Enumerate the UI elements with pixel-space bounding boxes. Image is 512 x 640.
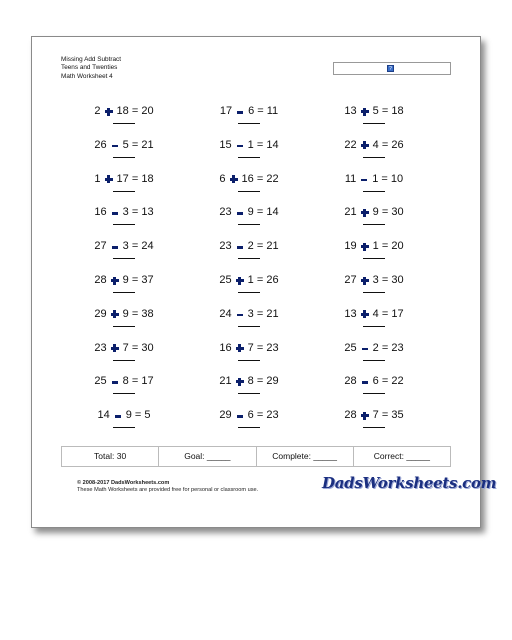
problem-expression — [319, 239, 429, 253]
minus-icon — [235, 205, 245, 219]
plus-icon — [360, 273, 370, 287]
problem-expression — [194, 205, 304, 219]
operand-b: 9 — [125, 409, 132, 422]
problem-expression — [69, 239, 179, 253]
problem-item — [69, 172, 179, 202]
plus-icon — [360, 307, 370, 321]
equals-sign: = — [378, 172, 391, 185]
plus-icon — [110, 341, 120, 355]
operand-b: 9 — [247, 206, 254, 219]
answer-blank[interactable] — [238, 123, 260, 124]
operand-a: 14 — [97, 409, 110, 422]
problem-expression — [319, 172, 429, 186]
problem-item — [319, 408, 429, 438]
result: 26 — [391, 138, 404, 151]
operand-a: 23 — [219, 206, 232, 219]
operand-a: 25 — [344, 341, 357, 354]
plus-icon — [360, 408, 370, 422]
result: 21 — [266, 240, 279, 253]
score-table — [61, 446, 451, 467]
operand-b: 9 — [372, 206, 379, 219]
result: 24 — [141, 240, 154, 253]
operand-a: 23 — [219, 240, 232, 253]
header-subtitle: Teens and Twenties — [61, 64, 118, 72]
problem-item — [319, 138, 429, 168]
copyright-notice — [77, 480, 258, 494]
result: 14 — [266, 138, 279, 151]
problem-item — [69, 104, 179, 134]
equals-sign: = — [128, 138, 142, 151]
problem-item — [194, 408, 304, 438]
problem-item — [69, 341, 179, 371]
equals-sign: = — [128, 307, 142, 320]
operand-b: 5 — [122, 138, 129, 151]
correct-cell: Correct: _____ — [373, 451, 430, 461]
qr-code-icon: ? — [387, 65, 394, 72]
equals-sign: = — [378, 307, 392, 320]
result: 37 — [141, 274, 154, 286]
result: 18 — [391, 105, 404, 117]
answer-blank[interactable] — [363, 123, 385, 124]
minus-icon — [113, 408, 123, 422]
answer-blank[interactable] — [113, 258, 135, 259]
equals-sign: = — [253, 172, 267, 185]
operand-b: 3 — [372, 274, 379, 286]
result: 22 — [391, 375, 404, 388]
minus-icon — [360, 374, 370, 388]
goal-cell: Goal: _____ — [159, 447, 256, 466]
operand-a: 27 — [94, 240, 107, 253]
usage-line: These Math Worksheets are provided free for personal or classroom use. — [77, 487, 259, 493]
result: 22 — [266, 172, 279, 185]
answer-blank[interactable] — [363, 258, 385, 259]
result: 26 — [266, 274, 279, 286]
equals-sign: = — [128, 341, 142, 354]
operand-a: 23 — [94, 341, 107, 354]
plus-icon — [110, 273, 120, 287]
problem-item — [194, 307, 304, 337]
answer-blank[interactable] — [113, 157, 135, 158]
plus-icon — [235, 374, 245, 388]
plus-icon — [360, 239, 370, 253]
plus-icon — [235, 273, 245, 287]
copyright-line: © 2008-2017 DadsWorksheets.com — [77, 480, 170, 486]
answer-blank[interactable] — [113, 427, 135, 428]
problem-item — [319, 307, 429, 337]
operand-a: 22 — [344, 138, 357, 151]
answer-blank[interactable] — [238, 393, 260, 394]
problem-expression — [69, 273, 179, 287]
operand-a: 15 — [219, 138, 232, 151]
equals-sign: = — [378, 375, 392, 388]
problem-item — [69, 307, 179, 337]
minus-icon — [235, 239, 245, 253]
operand-a: 17 — [219, 105, 233, 117]
dadsworksheets-logo: DadsWorksheets.com — [322, 474, 497, 492]
problem-item — [194, 172, 304, 202]
problem-expression — [194, 273, 304, 287]
problem-item — [194, 341, 304, 371]
problem-expression — [319, 104, 429, 118]
result: 14 — [266, 206, 279, 219]
problem-item — [194, 273, 304, 303]
operand-b: 17 — [116, 172, 129, 185]
problem-expression — [319, 307, 429, 321]
operand-b: 7 — [247, 341, 254, 354]
answer-blank[interactable] — [113, 326, 135, 327]
equals-sign: = — [253, 307, 267, 320]
problem-expression — [194, 341, 304, 355]
problem-expression — [194, 138, 304, 152]
operand-a: 13 — [344, 307, 357, 320]
problem-item — [69, 239, 179, 269]
problem-item — [319, 374, 429, 404]
answer-blank[interactable] — [113, 292, 135, 293]
result: 23 — [266, 409, 279, 422]
plus-icon — [360, 138, 370, 152]
answer-blank[interactable] — [113, 393, 135, 394]
result: 23 — [391, 341, 404, 354]
problem-item — [319, 341, 429, 371]
problem-expression — [319, 408, 429, 422]
result: 21 — [141, 138, 154, 151]
problem-item — [319, 273, 429, 303]
operand-a: 25 — [94, 375, 107, 388]
operand-b: 6 — [247, 409, 254, 422]
operand-a: 19 — [344, 240, 357, 253]
problem-expression — [194, 307, 304, 321]
equals-sign: = — [131, 409, 145, 422]
plus-icon — [235, 341, 245, 355]
operand-a: 29 — [94, 307, 107, 320]
problem-item — [194, 374, 304, 404]
answer-blank[interactable] — [363, 224, 385, 225]
problem-expression — [319, 205, 429, 219]
result: 18 — [141, 172, 154, 185]
problem-expression — [69, 341, 179, 355]
minus-icon — [235, 138, 245, 152]
equals-sign: = — [254, 105, 267, 117]
result: 5 — [144, 409, 151, 422]
operand-b: 18 — [116, 105, 129, 117]
problem-expression — [69, 104, 179, 118]
problem-item — [69, 205, 179, 235]
header-worksheet-number: Math Worksheet 4 — [61, 72, 113, 80]
problem-expression — [194, 104, 304, 118]
equals-sign: = — [253, 240, 267, 253]
problem-item — [69, 138, 179, 168]
answer-blank[interactable] — [238, 258, 260, 259]
problem-item — [69, 374, 179, 404]
minus-icon — [359, 172, 369, 186]
problem-expression — [69, 138, 179, 152]
plus-icon — [104, 104, 114, 118]
minus-icon — [235, 104, 245, 118]
operand-b: 9 — [122, 274, 129, 286]
problem-item — [69, 273, 179, 303]
problem-item — [194, 104, 304, 134]
equals-sign: = — [378, 138, 392, 151]
operand-b: 1 — [372, 172, 379, 185]
operand-a: 11 — [344, 172, 357, 185]
equals-sign: = — [378, 240, 392, 253]
equals-sign: = — [378, 206, 392, 219]
operand-b: 2 — [247, 240, 254, 253]
result: 29 — [266, 375, 279, 388]
problem-expression — [319, 273, 429, 287]
operand-b: 8 — [247, 375, 254, 388]
answer-blank[interactable] — [238, 427, 260, 428]
plus-icon — [360, 104, 370, 118]
total-cell: Total: 30 — [62, 447, 159, 466]
problem-expression — [319, 138, 429, 152]
problem-item — [194, 138, 304, 168]
operand-b: 4 — [372, 307, 379, 320]
result: 23 — [266, 341, 279, 354]
operand-b: 3 — [247, 307, 254, 320]
operand-b: 16 — [241, 172, 254, 185]
result: 13 — [141, 206, 154, 219]
operand-a: 16 — [94, 206, 107, 219]
minus-icon — [235, 408, 245, 422]
problem-grid — [32, 37, 480, 437]
answer-blank[interactable] — [113, 191, 135, 192]
operand-a: 29 — [219, 409, 232, 422]
plus-icon — [110, 307, 120, 321]
minus-icon — [110, 138, 120, 152]
equals-sign: = — [378, 409, 392, 422]
result: 20 — [141, 105, 154, 117]
equals-sign: = — [128, 206, 142, 219]
result: 17 — [141, 375, 154, 388]
problem-expression — [69, 172, 179, 186]
answer-blank[interactable] — [363, 360, 385, 361]
operand-a: 6 — [219, 172, 226, 185]
operand-a: 28 — [94, 274, 107, 286]
problem-item — [319, 172, 429, 202]
complete-cell: Complete: _____ — [257, 447, 354, 466]
operand-a: 16 — [219, 341, 232, 354]
operand-b: 6 — [372, 375, 379, 388]
operand-b: 8 — [122, 375, 129, 388]
equals-sign: = — [253, 206, 267, 219]
answer-blank[interactable] — [238, 326, 260, 327]
problem-item — [194, 239, 304, 269]
operand-b: 1 — [247, 274, 254, 286]
minus-icon — [110, 374, 120, 388]
result: 21 — [266, 307, 279, 320]
equals-sign: = — [253, 274, 267, 286]
equals-sign: = — [378, 341, 392, 354]
operand-a: 27 — [344, 274, 357, 286]
plus-icon — [104, 172, 114, 186]
equals-sign: = — [128, 172, 142, 185]
worksheet-page — [31, 36, 497, 528]
operand-a: 26 — [94, 138, 107, 151]
operand-b: 1 — [372, 240, 379, 253]
result: 17 — [391, 307, 404, 320]
answer-blank[interactable] — [113, 360, 135, 361]
operand-a: 1 — [94, 172, 101, 185]
answer-blank[interactable] — [363, 326, 385, 327]
minus-icon — [110, 239, 120, 253]
plus-icon — [360, 205, 370, 219]
problem-expression — [194, 239, 304, 253]
operand-a: 13 — [344, 105, 357, 117]
answer-blank[interactable] — [238, 360, 260, 361]
answer-blank[interactable] — [363, 393, 385, 394]
result: 30 — [141, 341, 154, 354]
plus-icon — [229, 172, 239, 186]
answer-blank[interactable] — [363, 157, 385, 158]
problem-expression — [194, 172, 304, 186]
equals-sign: = — [253, 409, 267, 422]
operand-b: 4 — [372, 138, 379, 151]
operand-a: 21 — [344, 206, 357, 219]
problem-expression — [319, 341, 429, 355]
equals-sign: = — [128, 274, 142, 286]
result: 11 — [266, 105, 279, 117]
operand-b: 9 — [122, 307, 129, 320]
operand-a: 21 — [219, 375, 232, 388]
answer-blank[interactable] — [238, 191, 260, 192]
operand-b: 1 — [247, 138, 254, 151]
operand-b: 3 — [122, 206, 129, 219]
problem-expression — [69, 374, 179, 388]
answer-blank[interactable] — [238, 224, 260, 225]
problem-expression — [194, 408, 304, 422]
operand-a: 28 — [344, 409, 357, 422]
result: 30 — [391, 274, 404, 286]
answer-blank[interactable] — [363, 191, 385, 192]
operand-b: 7 — [122, 341, 129, 354]
problem-item — [194, 205, 304, 235]
problem-expression — [194, 374, 304, 388]
result: 35 — [391, 409, 404, 422]
equals-sign: = — [253, 138, 267, 151]
problem-expression — [69, 408, 179, 422]
answer-blank[interactable] — [363, 427, 385, 428]
problem-item — [319, 205, 429, 235]
equals-sign: = — [128, 105, 142, 117]
answer-blank[interactable] — [238, 292, 260, 293]
operand-b: 5 — [372, 105, 379, 117]
problem-expression — [69, 307, 179, 321]
equals-sign: = — [128, 240, 142, 253]
problem-expression — [319, 374, 429, 388]
answer-blank[interactable] — [113, 224, 135, 225]
problem-item — [319, 104, 429, 134]
equals-sign: = — [378, 274, 392, 286]
problem-item — [69, 408, 179, 438]
answer-blank[interactable] — [113, 123, 135, 124]
result: 20 — [391, 240, 404, 253]
header-title: Missing Add Subtract — [61, 56, 122, 63]
problem-expression — [69, 205, 179, 219]
equals-sign: = — [128, 375, 142, 388]
answer-blank[interactable] — [238, 157, 260, 158]
equals-sign: = — [253, 375, 267, 388]
operand-a: 2 — [94, 105, 101, 117]
minus-icon — [360, 341, 370, 355]
answer-blank[interactable] — [363, 292, 385, 293]
minus-icon — [235, 307, 245, 321]
result: 10 — [390, 172, 404, 185]
operand-b: 7 — [372, 409, 379, 422]
result: 30 — [391, 206, 404, 219]
equals-sign: = — [253, 341, 267, 354]
result: 38 — [141, 307, 154, 320]
operand-b: 6 — [248, 105, 255, 117]
minus-icon — [110, 205, 120, 219]
equals-sign: = — [378, 105, 392, 117]
operand-a: 25 — [219, 274, 232, 286]
operand-a: 24 — [219, 307, 232, 320]
problem-item — [319, 239, 429, 269]
operand-b: 2 — [372, 341, 379, 354]
operand-a: 28 — [344, 375, 357, 388]
operand-b: 3 — [122, 240, 129, 253]
